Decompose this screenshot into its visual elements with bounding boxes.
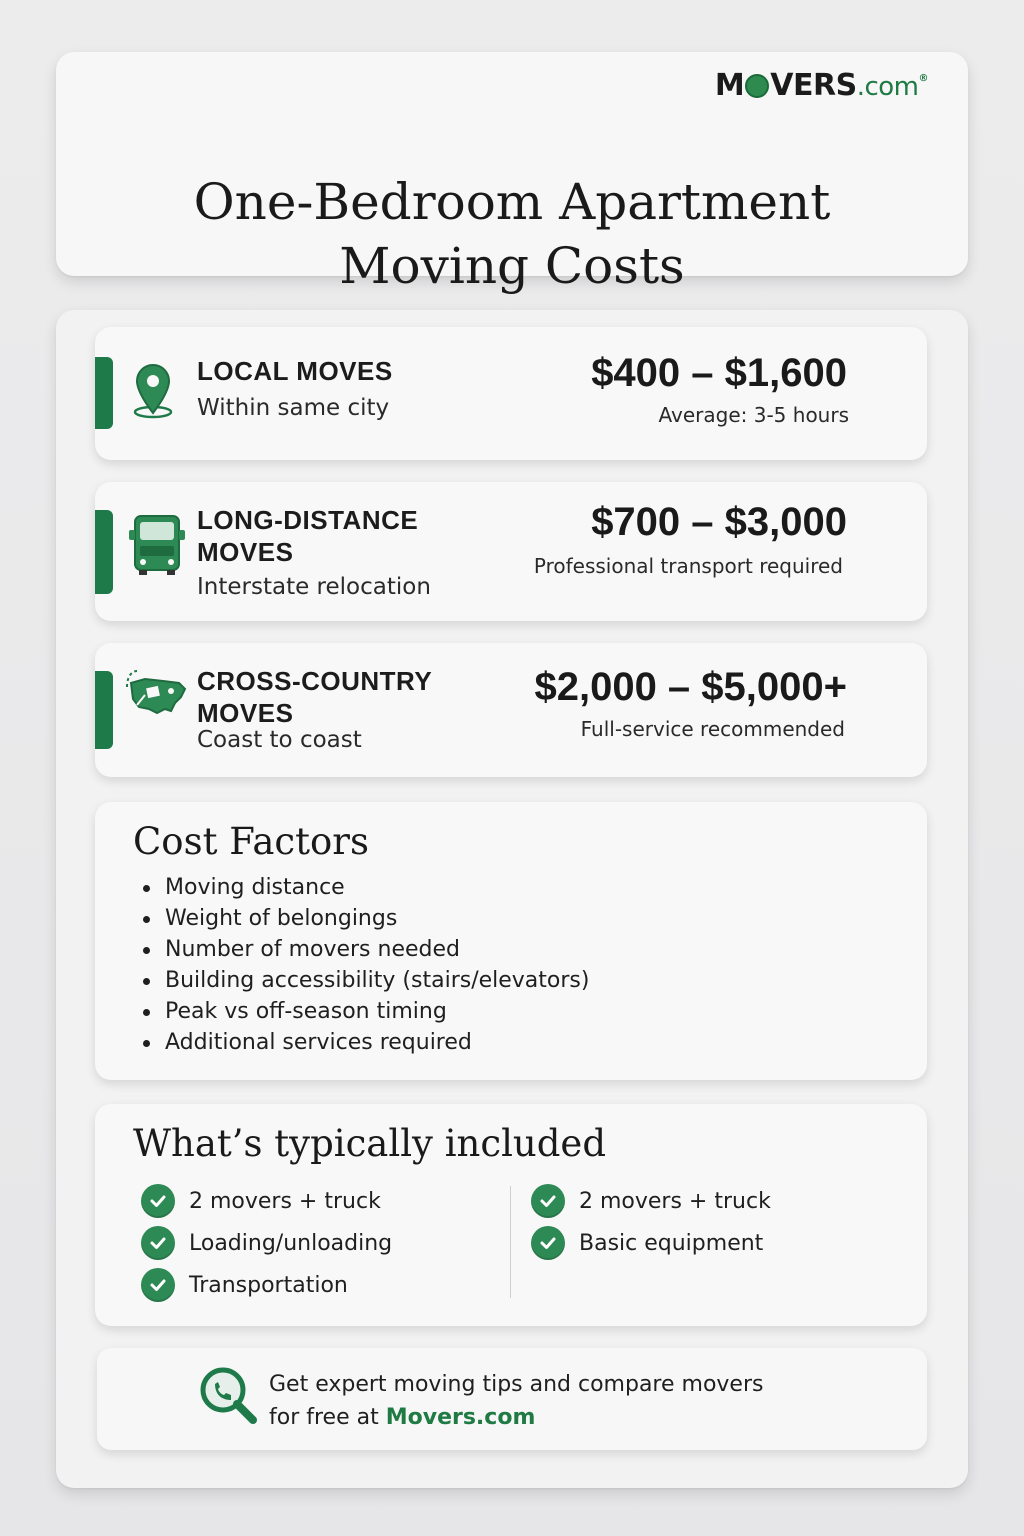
move-price: $2,000 – $5,000+	[534, 665, 847, 709]
move-heading-line1: LONG-DISTANCE	[197, 505, 419, 535]
list-item: Number of movers needed	[143, 934, 589, 965]
move-heading	[197, 665, 432, 729]
card-accent	[95, 357, 113, 429]
us-map-icon	[123, 663, 189, 727]
globe-icon	[745, 74, 769, 98]
move-heading-line2: MOVES	[197, 537, 294, 567]
truck-icon	[127, 512, 187, 576]
logo-registered: ®	[918, 73, 928, 84]
move-subtitle: Coast to coast	[197, 727, 362, 753]
cost-factors-list	[143, 872, 589, 1058]
list-item	[531, 1222, 771, 1264]
page-title	[56, 170, 968, 298]
movers-logo[interactable]	[715, 68, 928, 103]
list-item	[141, 1180, 392, 1222]
list-item: Moving distance	[143, 872, 589, 903]
list-item-text: 2 movers + truck	[579, 1188, 771, 1214]
included-left-column	[141, 1180, 392, 1306]
list-item	[531, 1180, 771, 1222]
move-heading: LOCAL MOVES	[197, 356, 393, 386]
header-card	[56, 52, 968, 295]
list-item: Additional services required	[143, 1027, 589, 1058]
footer-brand-link[interactable]: Movers.com	[385, 1405, 536, 1430]
local-moves-card	[95, 327, 927, 460]
footer-line2-prefix: for free at	[269, 1405, 386, 1430]
list-item-text: Basic equipment	[579, 1230, 764, 1256]
cross-country-moves-card	[95, 643, 927, 777]
check-icon	[531, 1226, 565, 1260]
move-subtitle: Within same city	[197, 395, 390, 421]
page-title-line2: Moving Costs	[339, 237, 685, 295]
logo-dotcom: .com	[856, 72, 919, 102]
move-subtitle: Interstate relocation	[197, 574, 431, 600]
footer-line1: Get expert moving tips and compare movers	[269, 1372, 764, 1397]
column-divider	[510, 1186, 511, 1298]
move-heading-line1: CROSS-COUNTRY	[197, 666, 433, 696]
section-title: What’s typically included	[133, 1122, 607, 1165]
check-icon	[141, 1226, 175, 1260]
list-item-text: Loading/unloading	[189, 1230, 393, 1256]
list-item	[141, 1264, 392, 1306]
move-heading-line2: MOVES	[197, 698, 294, 728]
footer-text	[269, 1368, 763, 1434]
move-price: $400 – $1,600	[591, 351, 847, 395]
card-accent	[95, 510, 113, 594]
check-icon	[141, 1184, 175, 1218]
check-icon	[141, 1268, 175, 1302]
section-title: Cost Factors	[133, 820, 369, 863]
list-item-text: Transportation	[189, 1272, 348, 1298]
list-item-text: 2 movers + truck	[189, 1188, 381, 1214]
card-accent	[95, 671, 113, 749]
list-item: Building accessibility (stairs/elevators)	[143, 965, 589, 996]
move-note: Average: 3-5 hours	[658, 403, 849, 427]
included-card	[95, 1104, 927, 1326]
list-item: Peak vs off-season timing	[143, 996, 589, 1027]
move-note: Full-service recommended	[580, 717, 845, 741]
move-price: $700 – $3,000	[591, 500, 847, 544]
cost-factors-card	[95, 802, 927, 1080]
check-icon	[531, 1184, 565, 1218]
move-note: Professional transport required	[533, 554, 843, 578]
map-pin-icon	[127, 357, 187, 421]
included-right-column	[531, 1180, 771, 1264]
footer-cta-card[interactable]	[97, 1348, 927, 1450]
magnifier-phone-icon	[197, 1364, 261, 1428]
move-heading	[197, 504, 418, 568]
logo-letter-m: M	[714, 68, 745, 103]
page-title-line1: One-Bedroom Apartment	[193, 173, 831, 231]
logo-text: VERS	[770, 68, 857, 103]
list-item: Weight of belongings	[143, 903, 589, 934]
list-item	[141, 1222, 392, 1264]
long-distance-moves-card	[95, 482, 927, 621]
